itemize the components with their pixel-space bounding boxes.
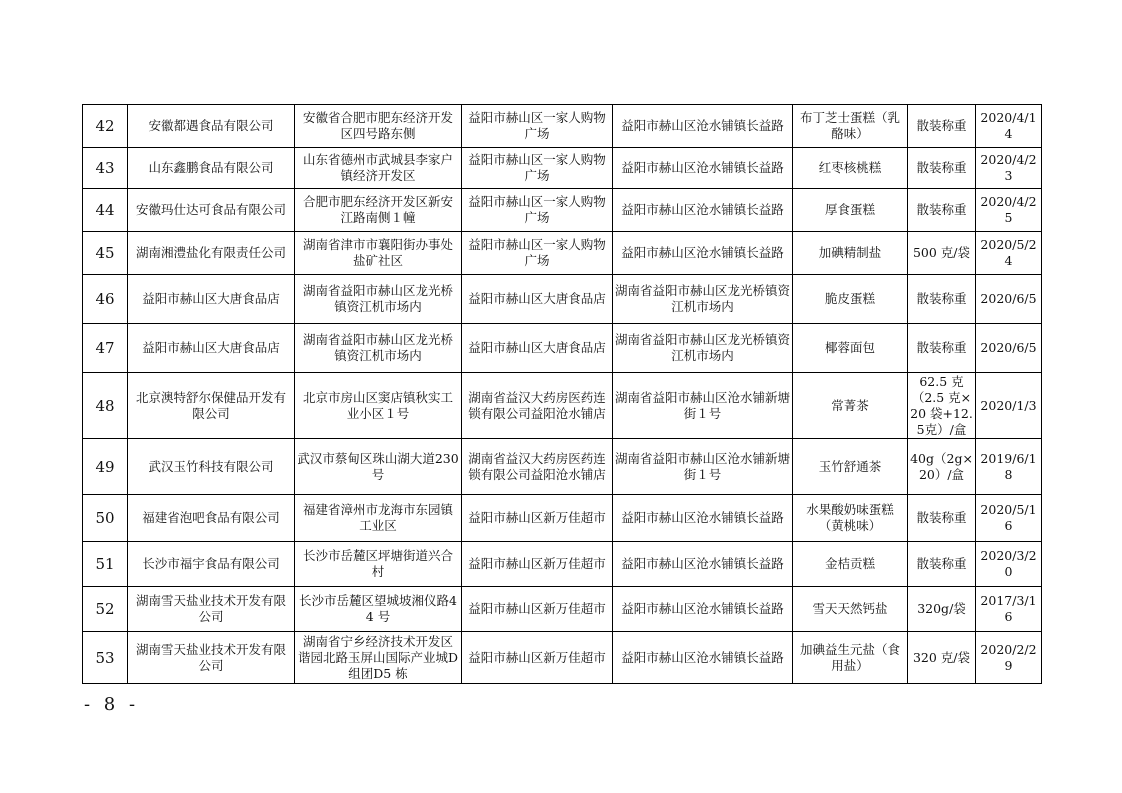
production-date-cell: 2020/5/16 xyxy=(976,495,1042,542)
manufacturer-name-cell: 益阳市赫山区大唐食品店 xyxy=(128,275,295,324)
specification-cell: 散装称重 xyxy=(908,275,976,324)
table-row xyxy=(83,232,1042,275)
manufacturer-address-cell: 湖南省津市市襄阳街办事处盐矿社区 xyxy=(295,232,462,275)
table-row xyxy=(83,495,1042,542)
table-row xyxy=(83,324,1042,373)
manufacturer-address-cell: 湖南省益阳市赫山区龙光桥镇资江机市场内 xyxy=(295,275,462,324)
row-number-cell: 42 xyxy=(83,105,128,148)
manufacturer-name-cell: 安徽玛仕达可食品有限公司 xyxy=(128,189,295,232)
seller-name-cell: 益阳市赫山区新万佳超市 xyxy=(462,587,613,632)
seller-name-cell: 益阳市赫山区一家人购物广场 xyxy=(462,189,613,232)
table-row xyxy=(83,373,1042,439)
manufacturer-address-cell: 长沙市岳麓区望城坡湘仪路44 号 xyxy=(295,587,462,632)
product-name-cell: 脆皮蛋糕 xyxy=(793,275,908,324)
seller-name-cell: 益阳市赫山区新万佳超市 xyxy=(462,495,613,542)
seller-address-cell: 益阳市赫山区沧水铺镇长益路 xyxy=(613,495,793,542)
specification-cell: 散装称重 xyxy=(908,189,976,232)
row-number-cell: 51 xyxy=(83,542,128,587)
manufacturer-name-cell: 湖南湘澧盐化有限责任公司 xyxy=(128,232,295,275)
seller-address-cell: 益阳市赫山区沧水铺镇长益路 xyxy=(613,189,793,232)
table-row xyxy=(83,189,1042,232)
production-date-cell: 2020/6/5 xyxy=(976,275,1042,324)
seller-name-cell: 益阳市赫山区一家人购物广场 xyxy=(462,105,613,148)
row-number-cell: 47 xyxy=(83,324,128,373)
manufacturer-name-cell: 益阳市赫山区大唐食品店 xyxy=(128,324,295,373)
seller-address-cell: 益阳市赫山区沧水铺镇长益路 xyxy=(613,148,793,189)
product-name-cell: 厚食蛋糕 xyxy=(793,189,908,232)
specification-cell: 散装称重 xyxy=(908,495,976,542)
row-number-cell: 49 xyxy=(83,439,128,495)
production-date-cell: 2020/3/20 xyxy=(976,542,1042,587)
production-date-cell: 2020/5/24 xyxy=(976,232,1042,275)
manufacturer-address-cell: 安徽省合肥市肥东经济开发区四号路东侧 xyxy=(295,105,462,148)
specification-cell: 320g/袋 xyxy=(908,587,976,632)
product-name-cell: 金桔贡糕 xyxy=(793,542,908,587)
product-name-cell: 常菁茶 xyxy=(793,373,908,439)
manufacturer-name-cell: 武汉玉竹科技有限公司 xyxy=(128,439,295,495)
table-row xyxy=(83,275,1042,324)
row-number-cell: 44 xyxy=(83,189,128,232)
product-table xyxy=(82,104,1042,684)
manufacturer-name-cell: 湖南雪天盐业技术开发有限公司 xyxy=(128,632,295,684)
production-date-cell: 2020/4/14 xyxy=(976,105,1042,148)
manufacturer-name-cell: 安徽都遇食品有限公司 xyxy=(128,105,295,148)
manufacturer-address-cell: 长沙市岳麓区坪塘街道兴合村 xyxy=(295,542,462,587)
product-name-cell: 椰蓉面包 xyxy=(793,324,908,373)
production-date-cell: 2020/4/25 xyxy=(976,189,1042,232)
row-number-cell: 46 xyxy=(83,275,128,324)
manufacturer-name-cell: 福建省泡吧食品有限公司 xyxy=(128,495,295,542)
row-number-cell: 43 xyxy=(83,148,128,189)
row-number-cell: 50 xyxy=(83,495,128,542)
seller-name-cell: 益阳市赫山区大唐食品店 xyxy=(462,324,613,373)
seller-address-cell: 益阳市赫山区沧水铺镇长益路 xyxy=(613,232,793,275)
product-name-cell: 玉竹舒通茶 xyxy=(793,439,908,495)
production-date-cell: 2020/1/3 xyxy=(976,373,1042,439)
seller-name-cell: 益阳市赫山区一家人购物广场 xyxy=(462,232,613,275)
manufacturer-address-cell: 合肥市肥东经济开发区新安江路南侧１幢 xyxy=(295,189,462,232)
manufacturer-address-cell: 山东省德州市武城县李家户镇经济开发区 xyxy=(295,148,462,189)
product-name-cell: 红枣核桃糕 xyxy=(793,148,908,189)
manufacturer-address-cell: 福建省漳州市龙海市东园镇工业区 xyxy=(295,495,462,542)
seller-address-cell: 湖南省益阳市赫山区沧水铺新塘街１号 xyxy=(613,373,793,439)
product-name-cell: 加碘益生元盐（食用盐） xyxy=(793,632,908,684)
specification-cell: 散装称重 xyxy=(908,148,976,189)
seller-address-cell: 益阳市赫山区沧水铺镇长益路 xyxy=(613,632,793,684)
manufacturer-name-cell: 山东鑫鹏食品有限公司 xyxy=(128,148,295,189)
page-number: - 8 - xyxy=(84,694,140,715)
seller-name-cell: 益阳市赫山区新万佳超市 xyxy=(462,632,613,684)
product-name-cell: 布丁芝士蛋糕（乳酪味） xyxy=(793,105,908,148)
seller-name-cell: 益阳市赫山区新万佳超市 xyxy=(462,542,613,587)
product-name-cell: 水果酸奶味蛋糕（黄桃味） xyxy=(793,495,908,542)
specification-cell: 散装称重 xyxy=(908,105,976,148)
production-date-cell: 2019/6/18 xyxy=(976,439,1042,495)
manufacturer-name-cell: 北京澳特舒尔保健品开发有限公司 xyxy=(128,373,295,439)
table-row xyxy=(83,439,1042,495)
specification-cell: 320 克/袋 xyxy=(908,632,976,684)
seller-name-cell: 湖南省益汉大药房医药连锁有限公司益阳沧水铺店 xyxy=(462,373,613,439)
table-row xyxy=(83,148,1042,189)
seller-name-cell: 益阳市赫山区一家人购物广场 xyxy=(462,148,613,189)
table-row xyxy=(83,105,1042,148)
seller-address-cell: 益阳市赫山区沧水铺镇长益路 xyxy=(613,542,793,587)
seller-address-cell: 湖南省益阳市赫山区沧水铺新塘街１号 xyxy=(613,439,793,495)
row-number-cell: 53 xyxy=(83,632,128,684)
production-date-cell: 2017/3/16 xyxy=(976,587,1042,632)
seller-address-cell: 湖南省益阳市赫山区龙光桥镇资江机市场内 xyxy=(613,324,793,373)
manufacturer-address-cell: 湖南省益阳市赫山区龙光桥镇资江机市场内 xyxy=(295,324,462,373)
specification-cell: 40g（2g×20）/盒 xyxy=(908,439,976,495)
seller-address-cell: 益阳市赫山区沧水铺镇长益路 xyxy=(613,105,793,148)
manufacturer-address-cell: 北京市房山区窦店镇秋实工业小区１号 xyxy=(295,373,462,439)
product-name-cell: 雪天天然钙盐 xyxy=(793,587,908,632)
row-number-cell: 45 xyxy=(83,232,128,275)
specification-cell: 62.5 克（2.5 克×20 袋+12.5克）/盒 xyxy=(908,373,976,439)
manufacturer-address-cell: 湖南省宁乡经济技术开发区谐园北路玉屏山国际产业城D组团D5 栋 xyxy=(295,632,462,684)
table-row xyxy=(83,542,1042,587)
row-number-cell: 52 xyxy=(83,587,128,632)
row-number-cell: 48 xyxy=(83,373,128,439)
product-name-cell: 加碘精制盐 xyxy=(793,232,908,275)
specification-cell: 散装称重 xyxy=(908,542,976,587)
seller-address-cell: 益阳市赫山区沧水铺镇长益路 xyxy=(613,587,793,632)
manufacturer-name-cell: 湖南雪天盐业技术开发有限公司 xyxy=(128,587,295,632)
production-date-cell: 2020/4/23 xyxy=(976,148,1042,189)
manufacturer-name-cell: 长沙市福宇食品有限公司 xyxy=(128,542,295,587)
manufacturer-address-cell: 武汉市蔡甸区珠山湖大道230 号 xyxy=(295,439,462,495)
production-date-cell: 2020/2/29 xyxy=(976,632,1042,684)
specification-cell: 散装称重 xyxy=(908,324,976,373)
specification-cell: 500 克/袋 xyxy=(908,232,976,275)
table-row xyxy=(83,632,1042,684)
production-date-cell: 2020/6/5 xyxy=(976,324,1042,373)
table-row xyxy=(83,587,1042,632)
seller-name-cell: 湖南省益汉大药房医药连锁有限公司益阳沧水铺店 xyxy=(462,439,613,495)
seller-name-cell: 益阳市赫山区大唐食品店 xyxy=(462,275,613,324)
seller-address-cell: 湖南省益阳市赫山区龙光桥镇资江机市场内 xyxy=(613,275,793,324)
